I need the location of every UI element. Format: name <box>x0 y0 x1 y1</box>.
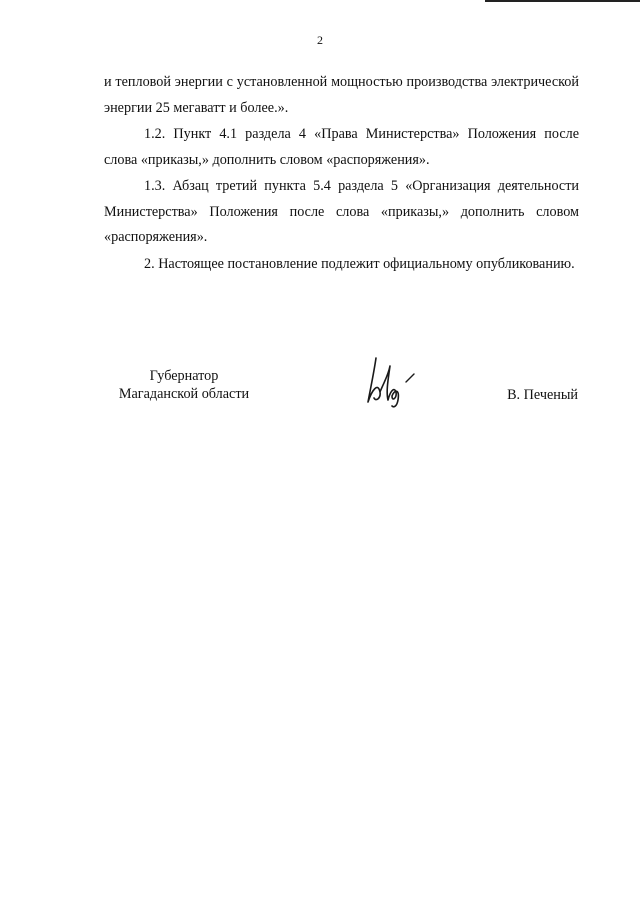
document-body <box>104 70 579 278</box>
handwritten-signature <box>362 352 422 410</box>
position-region: Магаданской области <box>118 386 250 402</box>
top-edge-rule <box>485 0 640 2</box>
paragraph-1-3: 1.3. Абзац третий пункта 5.4 раздела 5 «Организация деятельности Министерства» Положения после слова «приказы,» дополнить словом «распоряжения». <box>104 178 579 245</box>
paragraph-2: 2. Настоящее постановление подлежит официальному опубликованию. <box>144 255 575 272</box>
position-title: Губернатор <box>149 368 219 384</box>
signatory-name: В. Печеный <box>507 387 578 403</box>
page-number: 2 <box>317 33 323 47</box>
signatory-position <box>104 367 264 403</box>
paragraph-1-2: 1.2. Пункт 4.1 раздела 4 «Права Министерства» Положения после слова «приказы,» дополнить словом «распоряжения». <box>104 126 579 168</box>
paragraph-continuation: и тепловой энергии с установленной мощностью производства электрической энергии 25 мегаватт и более.». <box>104 74 579 116</box>
